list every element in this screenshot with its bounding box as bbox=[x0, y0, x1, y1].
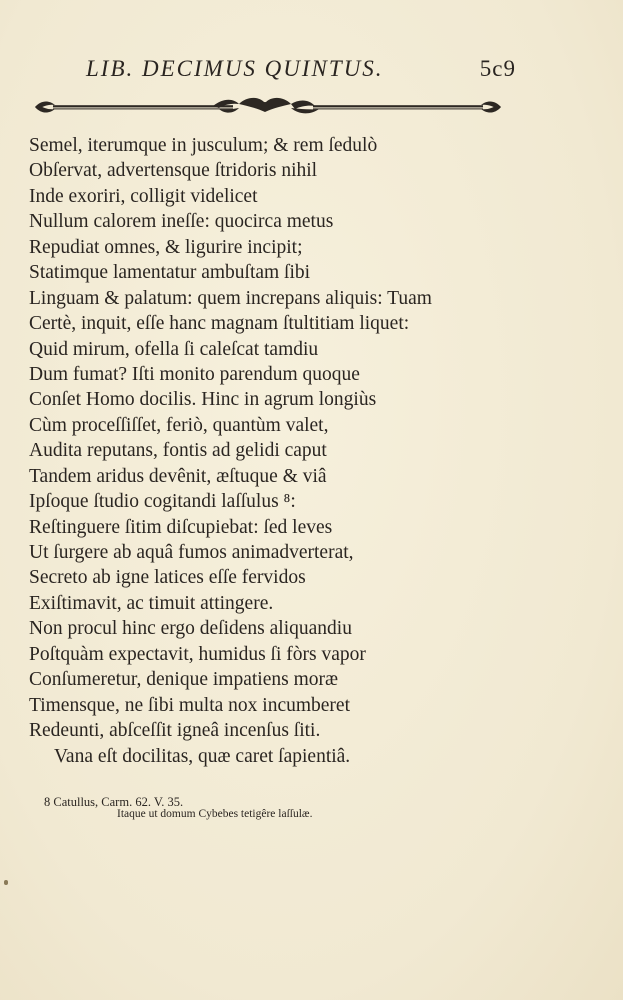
verse-line: Conſumeretur, denique impatiens moræ bbox=[29, 669, 338, 691]
ornamental-rule bbox=[33, 94, 503, 120]
verse-line: Certè, inquit, eſſe hanc magnam ſtultitiam liquet: bbox=[29, 313, 410, 335]
verse-line: Ut ſurgere ab aquâ fumos animadverterat, bbox=[29, 542, 354, 563]
footnote-reference: 8 Catullus, Carm. 62. V. 35. bbox=[44, 795, 184, 809]
verse-line: Conſet Homo docilis. Hinc in agrum longiùs bbox=[29, 389, 377, 411]
verse-line: Repudiat omnes, & ligurire incipit; bbox=[29, 236, 303, 258]
page-number: 5c9 bbox=[479, 56, 516, 81]
verse-line: Timensque, ne ſibi multa nox incumberet bbox=[29, 694, 350, 716]
verse-line: Dum fumat? Iſti monito parendum quoque bbox=[29, 363, 360, 385]
verse-line: Reſtinguere ſitim diſcupiebat: ſed leves bbox=[29, 516, 333, 538]
verse-line: Statimque lamentatur ambuſtam ſibi bbox=[29, 262, 311, 284]
verse-line: Redeunti, abſceſſit igneâ incenſus ſiti. bbox=[29, 720, 321, 742]
verse-line: Ipſoque ſtudio cogitandi laſſulus ⁸: bbox=[29, 491, 296, 513]
verse-line: Linguam & palatum: quem increpans aliquis: Tuam bbox=[29, 287, 432, 309]
verse-line: Non procul hinc ergo deſidens aliquandiu bbox=[29, 618, 352, 640]
verse-text bbox=[29, 133, 589, 769]
verse-line: Secreto ab igne latices eſſe fervidos bbox=[29, 567, 306, 589]
verse-line: Tandem aridus devênit, æſtuque & viâ bbox=[29, 465, 327, 487]
verse-line: Obſervat, advertensque ſtridoris nihil bbox=[29, 160, 318, 182]
paper-speck bbox=[4, 880, 8, 885]
footnote-quote: Itaque ut domum Cybebes tetigêre laſſulæ. bbox=[117, 808, 313, 820]
verse-line: Quid mirum, ofella ſi caleſcat tamdiu bbox=[29, 338, 319, 360]
moral-line: Vana eſt docilitas, quæ caret ſapientiâ. bbox=[54, 745, 351, 767]
running-title: LIB. DECIMUS QUINTUS. bbox=[86, 56, 384, 81]
verse-line: Cùm proceſſiſſet, feriò, quantùm valet, bbox=[29, 414, 329, 436]
page-header bbox=[86, 56, 516, 86]
verse-line: Exiſtimavit, ac timuit attingere. bbox=[29, 592, 274, 614]
verse-line: Poſtquàm expectavit, humidus ſi fòrs vapor bbox=[29, 643, 366, 665]
verse-line: Nullum calorem ineſſe: quocirca metus bbox=[29, 211, 334, 233]
footnote bbox=[44, 796, 464, 820]
verse-line: Semel, iterumque in jusculum; & rem ſedulò bbox=[29, 135, 378, 156]
verse-line: Inde exoriri, colligit videlicet bbox=[29, 185, 258, 207]
verse-line: Audita reputans, fontis ad gelidi caput bbox=[29, 440, 327, 462]
